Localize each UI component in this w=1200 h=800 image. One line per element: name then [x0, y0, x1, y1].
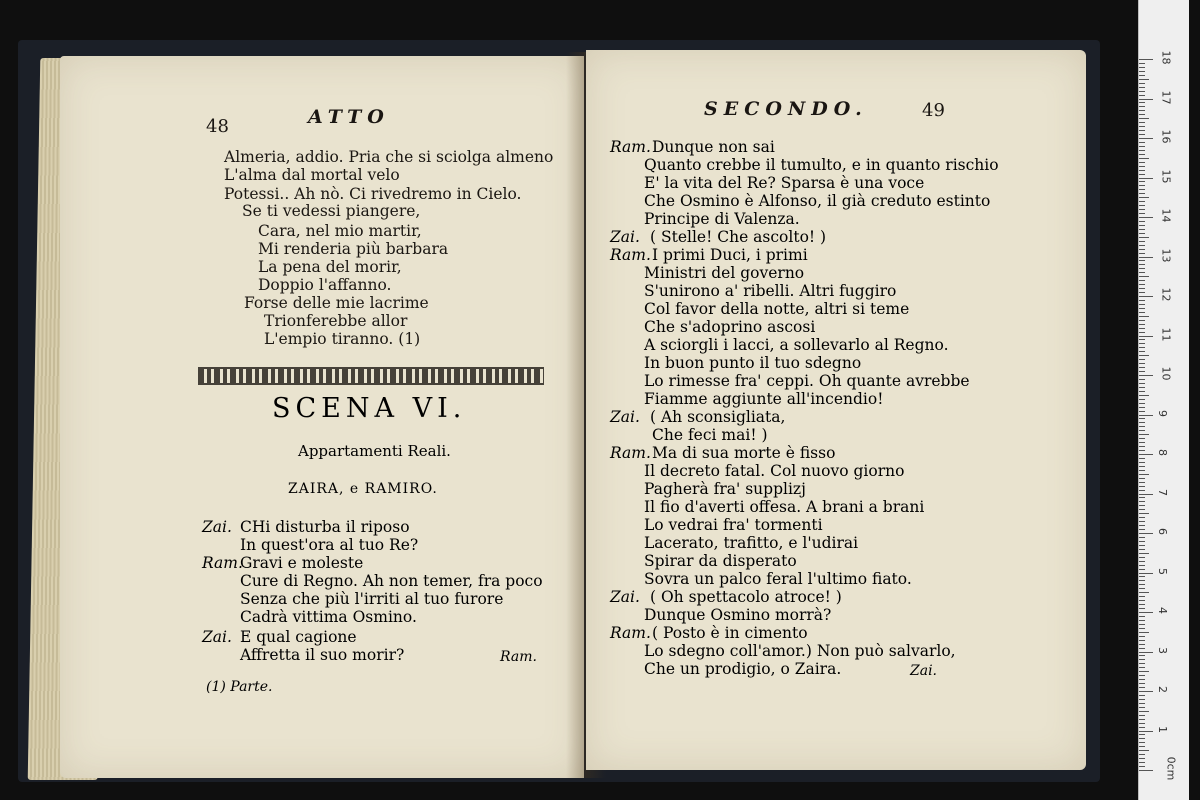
ruler-minor-tick: [1139, 565, 1145, 566]
ruler-minor-tick: [1139, 430, 1145, 431]
ruler-minor-tick: [1139, 399, 1145, 400]
ruler-label: 8: [1156, 449, 1169, 456]
ruler-minor-tick: [1139, 166, 1145, 167]
ruler-tick: [1139, 494, 1153, 495]
measurement-ruler: [1138, 0, 1189, 800]
ruler-minor-tick: [1139, 600, 1145, 601]
dialogue-line: ( Stelle! Che ascolto! ): [650, 228, 827, 246]
ruler-minor-tick: [1139, 189, 1145, 190]
ruler-minor-tick: [1139, 205, 1145, 206]
ruler-minor-tick: [1139, 328, 1145, 329]
verse-line: L'empio tiranno. (1): [264, 330, 421, 348]
ruler-minor-tick: [1139, 541, 1145, 542]
ruler-minor-tick: [1139, 91, 1145, 92]
scene-characters: ZAIRA, e RAMIRO.: [288, 481, 438, 497]
ruler-minor-tick: [1139, 699, 1145, 700]
ruler-minor-tick: [1139, 482, 1145, 483]
dialogue-line: Dunque non sai: [652, 138, 775, 156]
ruler-label: 18: [1159, 50, 1173, 65]
dialogue-line: E' la vita del Re? Sparsa è una voce: [644, 174, 925, 192]
dialogue-line: ( Ah sconsigliata,: [650, 408, 786, 426]
ruler-minor-tick: [1139, 434, 1149, 435]
ruler-minor-tick: [1139, 284, 1145, 285]
dialogue-line: Che un prodigio, o Zaira.: [644, 660, 842, 678]
ruler-minor-tick: [1139, 608, 1145, 609]
dialogue-line: Gravi e moleste: [240, 554, 364, 572]
ruler-minor-tick: [1139, 316, 1149, 317]
ruler-tick: [1139, 375, 1153, 376]
ruler-minor-tick: [1139, 596, 1145, 597]
dialogue-line: Senza che più l'irriti al tuo furore: [240, 590, 504, 608]
dialogue-line: I primi Duci, i primi: [652, 246, 808, 264]
ruler-minor-tick: [1139, 624, 1145, 625]
ruler-minor-tick: [1139, 122, 1145, 123]
ruler-minor-tick: [1139, 114, 1145, 115]
ruler-minor-tick: [1139, 446, 1145, 447]
ruler-minor-tick: [1139, 324, 1145, 325]
ruler-label: 14: [1159, 208, 1173, 223]
dialogue-line: Che feci mai! ): [652, 426, 768, 444]
ruler-minor-tick: [1139, 758, 1145, 759]
ruler-minor-tick: [1139, 343, 1145, 344]
dialogue-line: Lo sdegno coll'amor.) Non può salvarlo,: [644, 642, 956, 660]
ruler-minor-tick: [1139, 193, 1145, 194]
footnote: (1) Parte.: [206, 679, 273, 695]
ruler-tick: [1139, 573, 1153, 574]
ruler-label: 7: [1156, 488, 1169, 496]
speaker-tag: Zai.: [202, 628, 232, 646]
left-running-head: ATTO: [308, 106, 390, 128]
ruler-label: 15: [1159, 169, 1173, 183]
ruler-label: 10: [1159, 366, 1173, 381]
dialogue-line: In quest'ora al tuo Re?: [240, 536, 419, 554]
ruler-tick: [1139, 691, 1153, 692]
dialogue-line: Cadrà vittima Osmino.: [240, 608, 417, 626]
dialogue-line: In buon punto il tuo sdegno: [644, 354, 862, 372]
dialogue-line: Lacerato, trafitto, e l'udirai: [644, 534, 859, 552]
verse-line: La pena del morir,: [258, 258, 402, 276]
ruler-minor-tick: [1139, 509, 1145, 510]
ruler-tick: [1139, 257, 1153, 258]
ruler-tick: [1139, 59, 1153, 60]
ruler-label: 2: [1156, 686, 1169, 693]
ruler-minor-tick: [1139, 426, 1145, 427]
speaker-tag: Zai.: [202, 518, 232, 536]
ruler-minor-tick: [1139, 537, 1145, 538]
ruler-minor-tick: [1139, 711, 1149, 712]
ruler-minor-tick: [1139, 71, 1145, 72]
ruler-minor-tick: [1139, 130, 1145, 131]
ruler-minor-tick: [1139, 106, 1145, 107]
ruler-minor-tick: [1139, 695, 1145, 696]
ruler-minor-tick: [1139, 162, 1145, 163]
ruler-minor-tick: [1139, 292, 1145, 293]
ruler-minor-tick: [1139, 497, 1145, 498]
verse-line: Almeria, addio. Pria che si sciolga almeno: [224, 148, 554, 166]
ruler-minor-tick: [1139, 383, 1145, 384]
ruler-minor-tick: [1139, 407, 1145, 408]
ruler-minor-tick: [1139, 264, 1145, 265]
ruler-label: 1: [1156, 725, 1169, 733]
ruler-minor-tick: [1139, 110, 1145, 111]
ruler-minor-tick: [1139, 288, 1145, 289]
dialogue-line: ( Posto è in cimento: [652, 624, 808, 642]
ruler-minor-tick: [1139, 367, 1145, 368]
ruler-minor-tick: [1139, 754, 1145, 755]
ruler-minor-tick: [1139, 517, 1145, 518]
ruler-minor-tick: [1139, 260, 1145, 261]
ruler-tick: [1139, 178, 1153, 179]
ruler-minor-tick: [1139, 241, 1145, 242]
ruler-minor-tick: [1139, 703, 1145, 704]
ruler-minor-tick: [1139, 126, 1145, 127]
ruler-minor-tick: [1139, 742, 1145, 743]
ruler-minor-tick: [1139, 418, 1145, 419]
ruler-tick: [1139, 138, 1153, 139]
ruler-minor-tick: [1139, 391, 1145, 392]
verse-line: Potessi.. Ah nò. Ci rivedremo in Cielo.: [224, 185, 522, 203]
ruler-minor-tick: [1139, 648, 1145, 649]
ruler-minor-tick: [1139, 671, 1149, 672]
speaker-tag: Zai.: [610, 228, 640, 246]
ruler-minor-tick: [1139, 332, 1145, 333]
dialogue-line: Il fio d'averti offesa. A brani a brani: [644, 498, 925, 516]
ruler-minor-tick: [1139, 312, 1145, 313]
dialogue-line: Il decreto fatal. Col nuovo giorno: [644, 462, 905, 480]
ruler-minor-tick: [1139, 197, 1149, 198]
ruler-minor-tick: [1139, 174, 1145, 175]
ruler-minor-tick: [1139, 118, 1149, 119]
dialogue-line: E qual cagione: [240, 628, 357, 646]
ruler-minor-tick: [1139, 727, 1145, 728]
ruler-minor-tick: [1139, 221, 1145, 222]
ruler-minor-tick: [1139, 513, 1149, 514]
ruler-minor-tick: [1139, 734, 1145, 735]
dialogue-line: ( Oh spettacolo atroce! ): [650, 588, 842, 606]
ruler-minor-tick: [1139, 351, 1145, 352]
catchword: Zai.: [910, 663, 938, 679]
ruler-minor-tick: [1139, 655, 1145, 656]
ruler-minor-tick: [1139, 750, 1149, 751]
ruler-tick: [1139, 454, 1153, 455]
ruler-minor-tick: [1139, 675, 1145, 676]
ruler-minor-tick: [1139, 268, 1145, 269]
ruler-label: 11: [1159, 327, 1173, 341]
ruler-minor-tick: [1139, 458, 1145, 459]
ruler-minor-tick: [1139, 379, 1145, 380]
dialogue-line: Affretta il suo morir?: [240, 646, 405, 664]
ruler-minor-tick: [1139, 707, 1145, 708]
ruler-label: 9: [1156, 409, 1169, 417]
ruler-label: 13: [1159, 248, 1173, 262]
ruler-minor-tick: [1139, 442, 1145, 443]
ruler-minor-tick: [1139, 505, 1145, 506]
ruler-minor-tick: [1139, 146, 1145, 147]
ruler-tick: [1139, 336, 1153, 337]
dialogue-line: Lo rimesse fra' ceppi. Oh quante avrebbe: [644, 372, 970, 390]
ruler-minor-tick: [1139, 529, 1145, 530]
ruler-minor-tick: [1139, 545, 1145, 546]
ruler-minor-tick: [1139, 715, 1145, 716]
ruler-minor-tick: [1139, 632, 1149, 633]
ruler-minor-tick: [1139, 746, 1145, 747]
ruler-tick: [1139, 731, 1153, 732]
ruler-minor-tick: [1139, 576, 1145, 577]
ruler-minor-tick: [1139, 679, 1145, 680]
verse-line: Forse delle mie lacrime: [244, 294, 429, 312]
dialogue-line: Quanto crebbe il tumulto, e in quanto rischio: [644, 156, 999, 174]
ruler-minor-tick: [1139, 355, 1149, 356]
ruler-minor-tick: [1139, 225, 1145, 226]
ruler-minor-tick: [1139, 580, 1145, 581]
ruler-minor-tick: [1139, 667, 1145, 668]
ruler-minor-tick: [1139, 549, 1145, 550]
ruler-minor-tick: [1139, 371, 1145, 372]
ruler-minor-tick: [1139, 569, 1145, 570]
dialogue-line: Fiamme aggiunte all'incendio!: [644, 390, 884, 408]
ruler-minor-tick: [1139, 95, 1145, 96]
ruler-minor-tick: [1139, 644, 1145, 645]
ruler-minor-tick: [1139, 553, 1149, 554]
ruler-minor-tick: [1139, 308, 1145, 309]
ruler-minor-tick: [1139, 276, 1149, 277]
ruler-minor-tick: [1139, 245, 1145, 246]
right-folio: 49: [922, 100, 945, 121]
ruler-minor-tick: [1139, 620, 1145, 621]
ruler-minor-tick: [1139, 659, 1145, 660]
ruler-tick: [1139, 415, 1153, 416]
ruler-minor-tick: [1139, 320, 1145, 321]
ruler-minor-tick: [1139, 738, 1145, 739]
dialogue-line: Principe di Valenza.: [644, 210, 800, 228]
dialogue-line: S'unirono a' ribelli. Altri fuggiro: [644, 282, 897, 300]
ruler-minor-tick: [1139, 466, 1145, 467]
scene-setting: Appartamenti Reali.: [298, 442, 451, 460]
ruler-minor-tick: [1139, 588, 1145, 589]
dialogue-line: CHi disturba il riposo: [240, 518, 410, 536]
ruler-minor-tick: [1139, 687, 1145, 688]
scene-title: SCENA VI.: [272, 393, 467, 424]
dialogue-line: Che Osmino è Alfonso, il già creduto estinto: [644, 192, 991, 210]
ruler-minor-tick: [1139, 411, 1145, 412]
ruler-minor-tick: [1139, 387, 1145, 388]
verse-line: Se ti vedessi piangere,: [242, 202, 421, 220]
ruler-tick: [1139, 99, 1153, 100]
speaker-tag: Ram.: [610, 624, 651, 642]
ruler-minor-tick: [1139, 584, 1145, 585]
ruler-minor-tick: [1139, 363, 1145, 364]
ruler-minor-tick: [1139, 233, 1145, 234]
ruler-minor-tick: [1139, 83, 1145, 84]
ruler-minor-tick: [1139, 142, 1145, 143]
ruler-minor-tick: [1139, 422, 1145, 423]
dialogue-line: Che s'adoprino ascosi: [644, 318, 816, 336]
ruler-minor-tick: [1139, 181, 1145, 182]
ruler-minor-tick: [1139, 438, 1145, 439]
ruler-minor-tick: [1139, 339, 1145, 340]
ruler-minor-tick: [1139, 663, 1145, 664]
ruler-minor-tick: [1139, 557, 1145, 558]
ruler-minor-tick: [1139, 237, 1149, 238]
ruler-minor-tick: [1139, 300, 1145, 301]
ruler-minor-tick: [1139, 154, 1145, 155]
ruler-minor-tick: [1139, 521, 1145, 522]
ruler-minor-tick: [1139, 209, 1145, 210]
speaker-tag: Zai.: [610, 408, 640, 426]
speaker-tag: Ram.: [610, 246, 651, 264]
left-folio: 48: [206, 116, 229, 137]
ruler-minor-tick: [1139, 185, 1145, 186]
dialogue-line: A sciorgli i lacci, a sollevarlo al Regno.: [644, 336, 949, 354]
verse-line: L'alma dal mortal velo: [224, 166, 400, 184]
ruler-label: 4: [1156, 607, 1169, 614]
ruler-minor-tick: [1139, 134, 1145, 135]
ruler-tick: [1139, 612, 1153, 613]
ruler-minor-tick: [1139, 470, 1145, 471]
ruler-minor-tick: [1139, 280, 1145, 281]
ruler-minor-tick: [1139, 79, 1149, 80]
ruler-minor-tick: [1139, 486, 1145, 487]
ruler-minor-tick: [1139, 272, 1145, 273]
ruler-minor-tick: [1139, 158, 1149, 159]
speaker-tag: Ram.: [202, 554, 243, 572]
speaker-tag: Ram.: [610, 444, 651, 462]
ruler-minor-tick: [1139, 592, 1149, 593]
ruler-minor-tick: [1139, 628, 1145, 629]
ruler-label: 12: [1159, 287, 1173, 302]
speaker-tag: Ram.: [610, 138, 651, 156]
ruler-tick: [1139, 652, 1153, 653]
ruler-label: 16: [1159, 129, 1173, 144]
ruler-minor-tick: [1139, 87, 1145, 88]
ruler-minor-tick: [1139, 150, 1145, 151]
dialogue-line: Col favor della notte, altri si teme: [644, 300, 910, 318]
ruler-minor-tick: [1139, 304, 1145, 305]
ruler-minor-tick: [1139, 170, 1145, 171]
ruler-minor-tick: [1139, 478, 1145, 479]
dialogue-line: Cure di Regno. Ah non temer, fra poco: [240, 572, 543, 590]
verse-line: Doppio l'affanno.: [258, 276, 392, 294]
ruler-minor-tick: [1139, 561, 1145, 562]
dialogue-line: Sovra un palco feral l'ultimo fiato.: [644, 570, 912, 588]
ruler-minor-tick: [1139, 683, 1145, 684]
ruler-minor-tick: [1139, 762, 1145, 763]
ruler-tick: [1139, 533, 1153, 534]
dialogue-line: Ministri del governo: [644, 264, 805, 282]
ruler-label: 5: [1156, 567, 1169, 575]
ruler-tick: [1139, 217, 1153, 218]
verse-line: Trionferebbe allor: [264, 312, 408, 330]
ruler-label: 0cm: [1164, 756, 1178, 781]
ruler-label: 3: [1156, 646, 1169, 654]
verse-line: Mi renderia più barbara: [258, 240, 449, 258]
ruler-minor-tick: [1139, 403, 1145, 404]
dialogue-line: Lo vedrai fra' tormenti: [644, 516, 823, 534]
ruler-minor-tick: [1139, 719, 1145, 720]
dialogue-line: Spirar da disperato: [644, 552, 797, 570]
dialogue-line: Ma di sua morte è fisso: [652, 444, 836, 462]
ruler-tick: [1139, 296, 1153, 297]
ruler-minor-tick: [1139, 253, 1145, 254]
ruler-minor-tick: [1139, 490, 1145, 491]
ruler-minor-tick: [1139, 636, 1145, 637]
ruler-minor-tick: [1139, 201, 1145, 202]
dialogue-line: Pagherà fra' supplizj: [644, 480, 806, 498]
ruler-minor-tick: [1139, 450, 1145, 451]
ruler-minor-tick: [1139, 640, 1145, 641]
ruler-minor-tick: [1139, 604, 1145, 605]
ruler-minor-tick: [1139, 501, 1145, 502]
dialogue-line: Dunque Osmino morrà?: [644, 606, 832, 624]
ruler-minor-tick: [1139, 616, 1145, 617]
ruler-minor-tick: [1139, 213, 1145, 214]
ruler-minor-tick: [1139, 102, 1145, 103]
ruler-minor-tick: [1139, 723, 1145, 724]
ruler-label: 6: [1156, 528, 1169, 535]
ruler-minor-tick: [1139, 347, 1145, 348]
ruler-minor-tick: [1139, 766, 1145, 767]
right-running-head: SECONDO.: [704, 98, 868, 120]
ruler-minor-tick: [1139, 462, 1145, 463]
ruler-tick: [1139, 770, 1153, 771]
ruler-minor-tick: [1139, 359, 1145, 360]
ruler-minor-tick: [1139, 249, 1145, 250]
ruler-label: 17: [1159, 90, 1173, 104]
ruler-minor-tick: [1139, 229, 1145, 230]
catchword: Ram.: [500, 649, 537, 665]
ruler-minor-tick: [1139, 67, 1145, 68]
ruler-minor-tick: [1139, 525, 1145, 526]
ruler-minor-tick: [1139, 474, 1149, 475]
ruler-minor-tick: [1139, 395, 1149, 396]
ruler-minor-tick: [1139, 63, 1145, 64]
speaker-tag: Zai.: [610, 588, 640, 606]
verse-line: Cara, nel mio martir,: [258, 222, 422, 240]
ruler-minor-tick: [1139, 75, 1145, 76]
